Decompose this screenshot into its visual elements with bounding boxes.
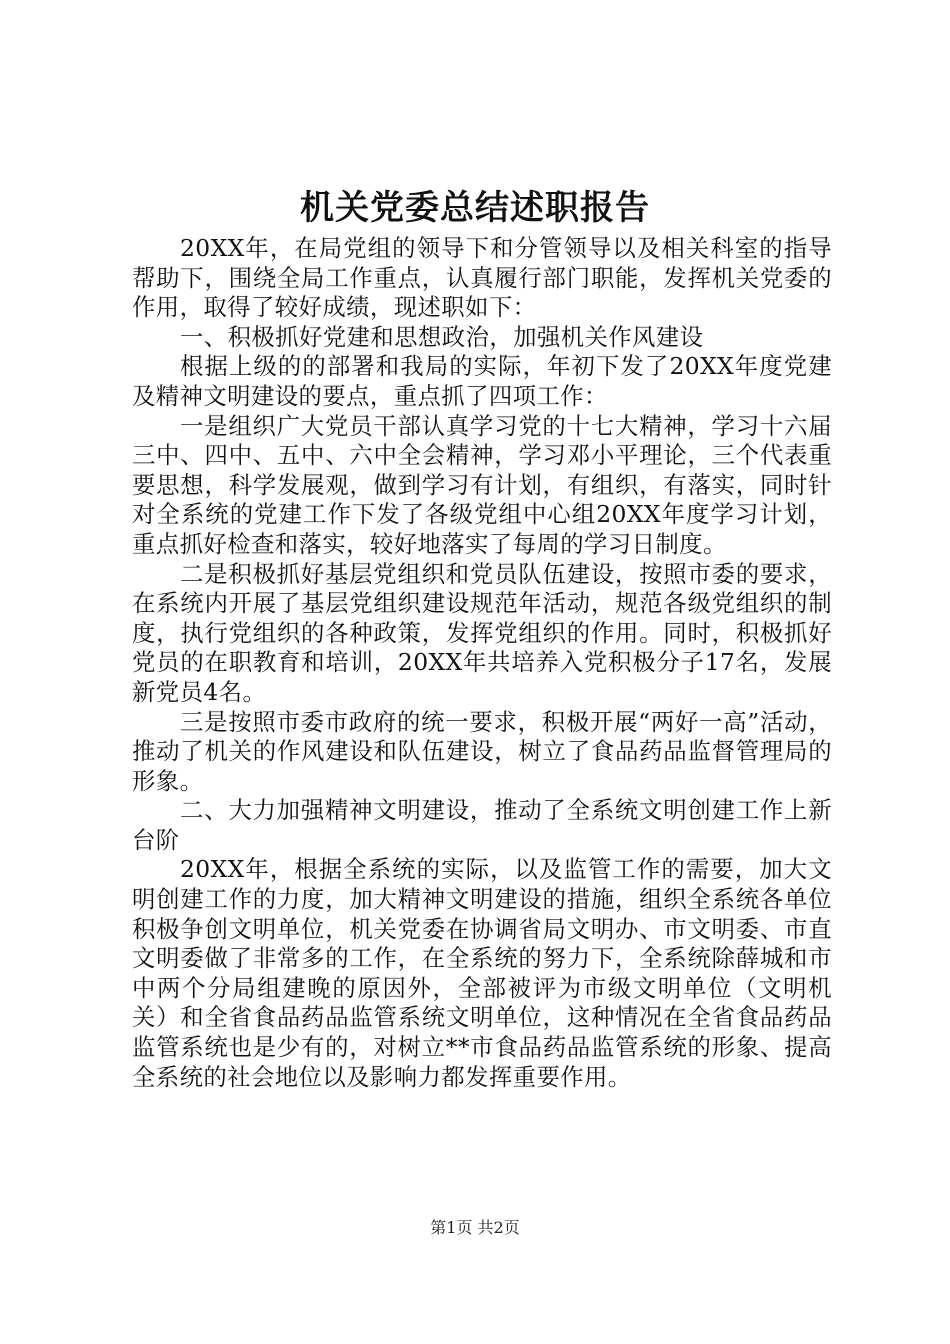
paragraph-intro: 20XX年，在局党组的领导下和分管领导以及相关科室的指导帮助下，围绕全局工作重点，认真履行部门职能，发挥机关党委的作用，取得了较好成绩，现述职如下： — [132, 234, 832, 322]
paragraph-item-3: 三是按照市委市政府的统一要求，积极开展“两好一高”活动，推动了机关的作风建设和队伍建设，树立了食品药品监督管理局的形象。 — [132, 707, 832, 795]
paragraph-section1-intro: 根据上级的的部署和我局的实际，年初下发了20XX年度党建及精神文明建设的要点，重点抓了四项工作： — [132, 352, 832, 410]
document-body — [132, 234, 832, 1092]
paragraph-item-1: 一是组织广大党员干部认真学习党的十七大精神，学习十六届三中、四中、五中、六中全会精神，学习邓小平理论，三个代表重要思想，科学发展观，做到学习有计划，有组织，有落实，同时针对全系统的党建工作下发了各级党组中心组20XX年度学习计划，重点抓好检查和落实，较好地落实了每周的学习日制度。 — [132, 411, 832, 558]
section-heading-1: 一、积极抓好党建和思想政治，加强机关作风建设 — [180, 322, 704, 351]
document-title: 机关党委总结述职报告 — [300, 188, 650, 228]
section-heading-2: 二、大力加强精神文明建设，推动了全系统文明创建工作上新台阶 — [132, 796, 832, 854]
page-number-footer: 第1页 共2页 — [430, 1218, 520, 1237]
paragraph-section2-body: 20XX年，根据全系统的实际，以及监管工作的需要，加大文明创建工作的力度，加大精神文明建设的措施，组织全系统各单位积极争创文明单位，机关党委在协调省局文明办、市文明委、市直文明委做了非常多的工作，在全系统的努力下，全系统除薛城和市中两个分局组建晚的原因外，全部被评为市级文明单位（文明机关）和全省食品药品监管系统文明单位，这种情况在全省食品药品监管系统也是少有的，对树立**市食品药品监管系统的形象、提高全系统的社会地位以及影响力都发挥重要作用。 — [132, 855, 832, 1091]
paragraph-item-2: 二是积极抓好基层党组织和党员队伍建设，按照市委的要求，在系统内开展了基层党组织建设规范年活动，规范各级党组织的制度，执行党组织的各种政策，发挥党组织的作用。同时，积极抓好党员的在职教育和培训，20XX年共培养入党积极分子17名，发展新党员4名。 — [132, 559, 832, 706]
